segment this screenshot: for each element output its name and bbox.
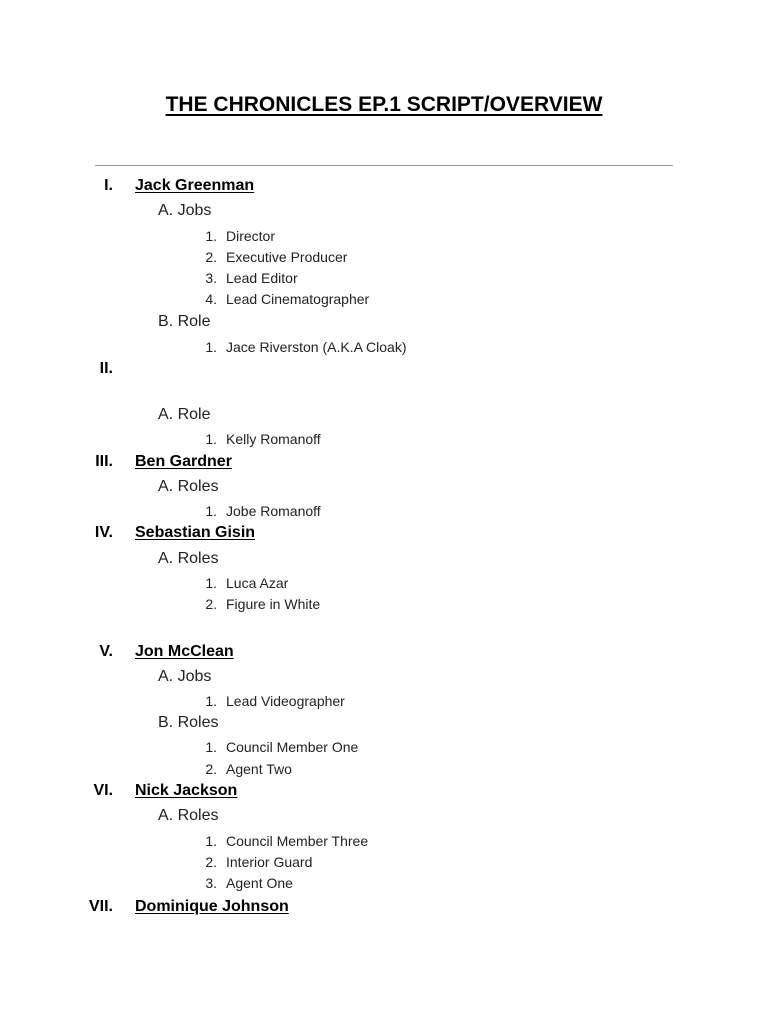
list-item: Lead Editor (226, 270, 298, 286)
item-number: 3. (205, 270, 217, 286)
list-item: Agent Two (226, 761, 292, 777)
section-label: A. Jobs (158, 202, 212, 219)
cast-member-name: Nick Jackson (135, 782, 238, 799)
item-number: 1. (205, 503, 217, 519)
list-item: Figure in White (226, 596, 321, 612)
item-number: 1. (205, 339, 217, 355)
item-number: 3. (205, 875, 217, 891)
list-item: Jace Riverston (A.K.A Cloak) (226, 339, 407, 355)
cast-member-name: Sebastian Gisin (135, 524, 256, 541)
cast-member-name: Ben Gardner (135, 453, 232, 470)
list-item: Jobe Romanoff (226, 503, 321, 519)
list-item: Council Member Three (226, 833, 369, 849)
document-title: THE CHRONICLES EP.1 SCRIPT/OVERVIEW (165, 93, 603, 116)
cast-member-name: Jack Greenman (135, 177, 255, 194)
item-number: 2. (205, 596, 217, 612)
section-label: B. Roles (158, 714, 219, 731)
outline-numeral: VII. (88, 898, 113, 915)
outline-numeral: VI. (93, 782, 113, 799)
outline-numeral: I. (104, 177, 113, 194)
section-label: A. Role (158, 406, 211, 423)
list-item: Luca Azar (226, 575, 289, 591)
item-number: 1. (205, 431, 217, 447)
item-number: 2. (205, 761, 217, 777)
outline-numeral: III. (95, 453, 113, 470)
horizontal-rule (95, 165, 673, 166)
list-item: Council Member One (226, 739, 359, 755)
item-number: 1. (205, 575, 217, 591)
outline-numeral: II. (99, 360, 113, 377)
outline-numeral: V. (99, 643, 113, 660)
section-label: A. Jobs (158, 668, 212, 685)
section-label: A. Roles (158, 807, 219, 824)
item-number: 4. (205, 291, 217, 307)
section-label: B. Role (158, 313, 211, 330)
item-number: 1. (205, 833, 217, 849)
list-item: Agent One (226, 875, 293, 891)
list-item: Lead Cinematographer (226, 291, 370, 307)
list-item: Kelly Romanoff (226, 431, 321, 447)
list-item: Executive Producer (226, 249, 348, 265)
cast-member-name: Dominique Johnson (135, 898, 289, 915)
item-number: 2. (205, 854, 217, 870)
list-item: Interior Guard (226, 854, 313, 870)
item-number: 2. (205, 249, 217, 265)
item-number: 1. (205, 228, 217, 244)
section-label: A. Roles (158, 478, 219, 495)
list-item: Lead Videographer (226, 693, 345, 709)
cast-member-name: Jon McClean (135, 643, 234, 660)
item-number: 1. (205, 739, 217, 755)
section-label: A. Roles (158, 550, 219, 567)
list-item: Director (226, 228, 276, 244)
item-number: 1. (205, 693, 217, 709)
outline-numeral: IV. (94, 524, 113, 541)
